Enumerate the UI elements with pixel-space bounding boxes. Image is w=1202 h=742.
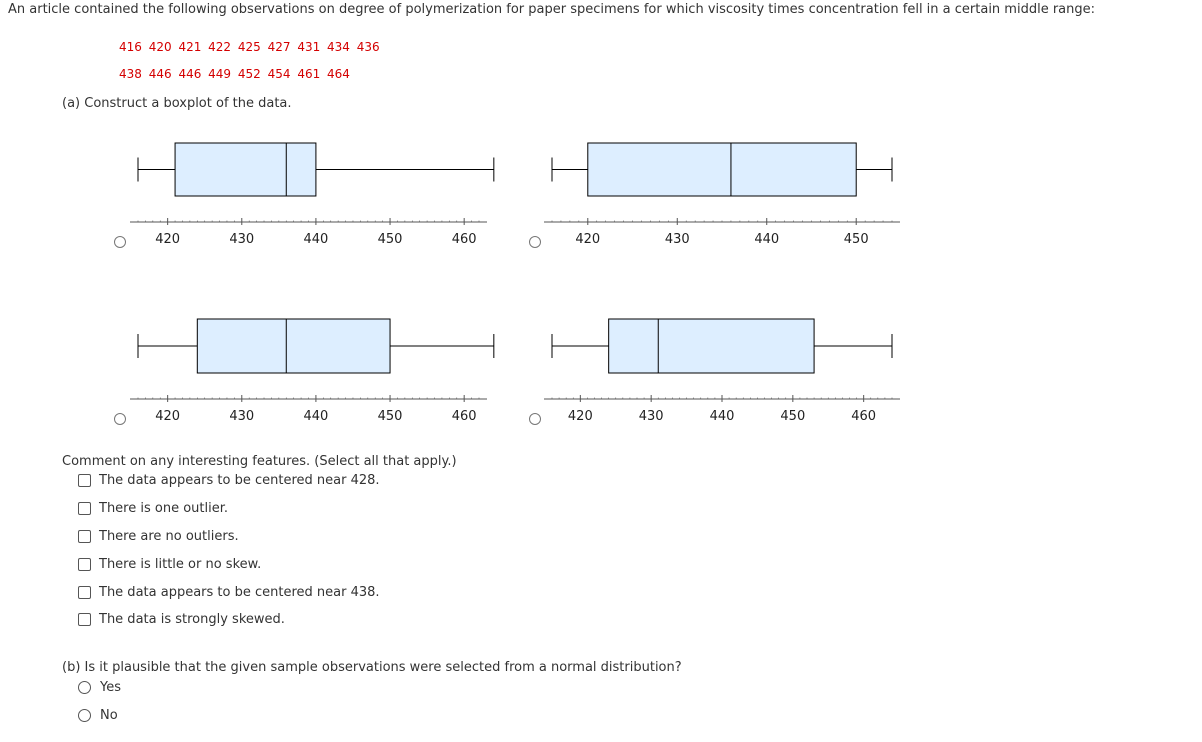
tick-label: 430: [638, 409, 664, 424]
tick-label: 430: [664, 232, 690, 247]
comment-prompt: Comment on any interesting features. (Select all that apply.): [62, 454, 457, 469]
iqr-box: [609, 319, 814, 373]
tick-label: 440: [303, 409, 329, 424]
option-label: No: [100, 708, 118, 723]
tick-label: 420: [155, 232, 181, 247]
part-a-prompt: (a) Construct a boxplot of the data.: [62, 96, 292, 111]
option-label: The data appears to be centered near 428.: [99, 473, 380, 488]
part-b-option-no[interactable]: [78, 708, 118, 723]
tick-label: 420: [575, 232, 601, 247]
option-label: There are no outliers.: [99, 529, 239, 544]
option-label: There is little or no skew.: [99, 557, 262, 572]
tick-label: 440: [754, 232, 780, 247]
checkbox[interactable]: [78, 502, 91, 515]
comment-option-no-outliers[interactable]: [78, 529, 239, 544]
tick-label: 460: [851, 409, 877, 424]
question-intro: An article contained the following observations on degree of polymerization for paper specimens for which viscosity times concentration fell in a certain middle range:: [8, 2, 1096, 17]
comment-option-little-skew[interactable]: [78, 557, 261, 572]
radio[interactable]: [78, 709, 91, 722]
radio[interactable]: [78, 681, 91, 694]
checkbox[interactable]: [78, 558, 91, 571]
tick-label: 420: [567, 409, 593, 424]
tick-label: 430: [229, 409, 255, 424]
tick-label: 450: [377, 232, 403, 247]
option-label: Yes: [100, 680, 121, 695]
option-label: There is one outlier.: [99, 501, 229, 516]
tick-label: 450: [843, 232, 869, 247]
tick-label: 460: [451, 232, 477, 247]
data-row-1: 416 420 421 422 425 427 431 434 436: [119, 40, 380, 54]
tick-label: 450: [377, 409, 403, 424]
option-label: The data appears to be centered near 438.: [99, 585, 380, 600]
checkbox[interactable]: [78, 474, 91, 487]
tick-label: 430: [229, 232, 255, 247]
comment-option-centered-438[interactable]: [78, 585, 380, 600]
tick-label: 420: [155, 409, 181, 424]
part-b-option-yes[interactable]: [78, 680, 121, 695]
option-label: The data is strongly skewed.: [99, 612, 285, 627]
checkbox[interactable]: [78, 586, 91, 599]
comment-option-centered-428[interactable]: [78, 473, 380, 488]
tick-label: 450: [780, 409, 806, 424]
tick-label: 460: [451, 409, 477, 424]
comment-option-one-outlier[interactable]: [78, 501, 228, 516]
tick-label: 440: [709, 409, 735, 424]
tick-label: 440: [303, 232, 329, 247]
part-b-prompt: (b) Is it plausible that the given sample observations were selected from a normal distribution?: [62, 660, 682, 675]
data-row-2: 438 446 446 449 452 454 461 464: [119, 67, 350, 81]
checkbox[interactable]: [78, 613, 91, 626]
comment-option-strongly-skewed[interactable]: [78, 612, 285, 627]
checkbox[interactable]: [78, 530, 91, 543]
